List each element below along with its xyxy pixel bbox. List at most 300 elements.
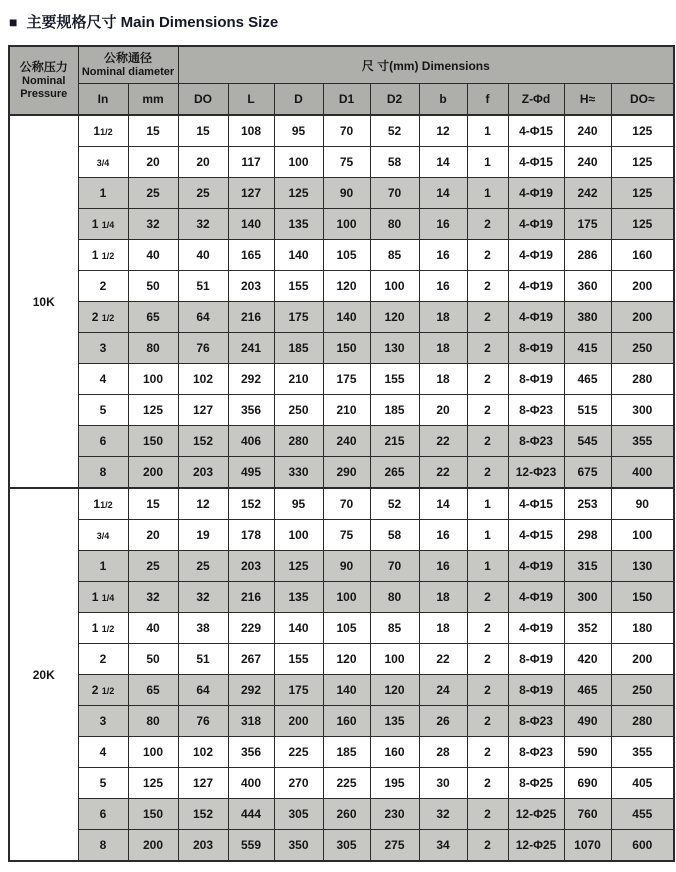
cell-d1: 100 <box>323 582 370 613</box>
cell-b: 26 <box>419 706 467 737</box>
cell-d2: 265 <box>370 457 419 489</box>
table-row <box>9 271 674 302</box>
cell-z-phi-d: 4-Φ15 <box>508 488 564 520</box>
cell-d1: 150 <box>323 333 370 364</box>
cell-d1: 75 <box>323 520 370 551</box>
cell-d2: 100 <box>370 271 419 302</box>
cell-mm: 200 <box>128 830 178 862</box>
cell-d1: 75 <box>323 147 370 178</box>
cell-f: 1 <box>467 551 508 582</box>
cell-in: 6 <box>78 426 128 457</box>
cell-f: 2 <box>467 395 508 426</box>
cell-l: 178 <box>228 520 274 551</box>
cell-in: 11/2 <box>78 488 128 520</box>
cell-do: 15 <box>178 115 228 147</box>
cell-d2: 120 <box>370 302 419 333</box>
cell-b: 22 <box>419 457 467 489</box>
cell-do: 51 <box>178 644 228 675</box>
cell-z-phi-d: 8-Φ19 <box>508 333 564 364</box>
cell-in: 3 <box>78 333 128 364</box>
cell-d: 175 <box>274 302 323 333</box>
cell-mm: 80 <box>128 333 178 364</box>
cell-z-phi-d: 8-Φ23 <box>508 395 564 426</box>
cell-do: 12 <box>178 488 228 520</box>
table-row <box>9 457 674 489</box>
table-row <box>9 364 674 395</box>
cell-mm: 20 <box>128 520 178 551</box>
table-row <box>9 395 674 426</box>
cell-do-approx: 180 <box>611 613 674 644</box>
cell-f: 2 <box>467 706 508 737</box>
cell-do-approx: 280 <box>611 706 674 737</box>
cell-do: 76 <box>178 706 228 737</box>
cell-mm: 80 <box>128 706 178 737</box>
cell-d1: 70 <box>323 115 370 147</box>
cell-b: 30 <box>419 768 467 799</box>
table-header <box>9 46 674 115</box>
cell-h-approx: 380 <box>564 302 611 333</box>
cell-h-approx: 545 <box>564 426 611 457</box>
cell-mm: 15 <box>128 488 178 520</box>
cell-in: 1 1/4 <box>78 582 128 613</box>
cell-do: 38 <box>178 613 228 644</box>
cell-f: 2 <box>467 675 508 706</box>
cell-in: 3 <box>78 706 128 737</box>
cell-z-phi-d: 4-Φ19 <box>508 178 564 209</box>
cell-b: 22 <box>419 644 467 675</box>
cell-d: 210 <box>274 364 323 395</box>
cell-h-approx: 515 <box>564 395 611 426</box>
fraction: 1/2 <box>101 251 115 261</box>
page-title <box>9 11 668 32</box>
cell-do-approx: 600 <box>611 830 674 862</box>
table-row <box>9 799 674 830</box>
cell-h-approx: 286 <box>564 240 611 271</box>
fraction: 1/4 <box>101 220 115 230</box>
cell-do-approx: 90 <box>611 488 674 520</box>
cell-do-approx: 130 <box>611 551 674 582</box>
cell-in: 11/2 <box>78 115 128 147</box>
header-nominal-diameter <box>78 46 178 84</box>
dimensions-table <box>8 45 675 862</box>
cell-d: 250 <box>274 395 323 426</box>
cell-h-approx: 300 <box>564 582 611 613</box>
cell-l: 152 <box>228 488 274 520</box>
cell-do: 20 <box>178 147 228 178</box>
cell-d2: 275 <box>370 830 419 862</box>
cell-z-phi-d: 4-Φ19 <box>508 209 564 240</box>
cell-d: 100 <box>274 147 323 178</box>
cell-d: 135 <box>274 209 323 240</box>
table-row <box>9 115 674 147</box>
cell-d2: 58 <box>370 147 419 178</box>
column-header-l: L <box>228 84 274 116</box>
table-row <box>9 613 674 644</box>
cell-l: 241 <box>228 333 274 364</box>
table-row <box>9 302 674 333</box>
cell-in: 6 <box>78 799 128 830</box>
cell-b: 24 <box>419 675 467 706</box>
cell-mm: 65 <box>128 302 178 333</box>
cell-f: 2 <box>467 209 508 240</box>
cell-z-phi-d: 4-Φ19 <box>508 551 564 582</box>
cell-in: 5 <box>78 395 128 426</box>
cell-in: 2 <box>78 271 128 302</box>
cell-b: 16 <box>419 520 467 551</box>
cell-mm: 32 <box>128 582 178 613</box>
cell-d1: 225 <box>323 768 370 799</box>
cell-d1: 100 <box>323 209 370 240</box>
cell-h-approx: 465 <box>564 364 611 395</box>
cell-do: 19 <box>178 520 228 551</box>
cell-f: 2 <box>467 426 508 457</box>
cell-f: 1 <box>467 178 508 209</box>
table-row <box>9 147 674 178</box>
cell-do-approx: 400 <box>611 457 674 489</box>
cell-mm: 125 <box>128 768 178 799</box>
header-nominal-diameter-en: Nominal diameter <box>81 66 175 79</box>
cell-b: 14 <box>419 147 467 178</box>
pressure-group-20k <box>9 488 674 861</box>
cell-in <box>78 520 128 551</box>
column-header-d: D <box>274 84 323 116</box>
cell-do-approx: 160 <box>611 240 674 271</box>
cell-d1: 120 <box>323 644 370 675</box>
cell-h-approx: 253 <box>564 488 611 520</box>
cell-mm: 65 <box>128 675 178 706</box>
cell-h-approx: 240 <box>564 147 611 178</box>
cell-d2: 52 <box>370 115 419 147</box>
column-header-f: f <box>467 84 508 116</box>
cell-do: 76 <box>178 333 228 364</box>
cell-do-approx: 250 <box>611 675 674 706</box>
pressure-group-10k <box>9 115 674 488</box>
cell-b: 18 <box>419 333 467 364</box>
cell-do-approx: 405 <box>611 768 674 799</box>
cell-h-approx: 590 <box>564 737 611 768</box>
cell-d1: 70 <box>323 488 370 520</box>
cell-b: 34 <box>419 830 467 862</box>
cell-f: 1 <box>467 520 508 551</box>
cell-mm: 50 <box>128 644 178 675</box>
cell-in <box>78 147 128 178</box>
cell-do-approx: 150 <box>611 582 674 613</box>
cell-d: 95 <box>274 115 323 147</box>
cell-d: 125 <box>274 178 323 209</box>
cell-b: 16 <box>419 209 467 240</box>
cell-h-approx: 420 <box>564 644 611 675</box>
cell-d2: 100 <box>370 644 419 675</box>
cell-d2: 120 <box>370 675 419 706</box>
cell-l: 267 <box>228 644 274 675</box>
cell-mm: 50 <box>128 271 178 302</box>
cell-h-approx: 465 <box>564 675 611 706</box>
cell-in: 1 <box>78 178 128 209</box>
fraction: 1/2 <box>100 127 113 137</box>
cell-f: 2 <box>467 830 508 862</box>
cell-b: 32 <box>419 799 467 830</box>
cell-l: 127 <box>228 178 274 209</box>
cell-l: 203 <box>228 551 274 582</box>
cell-in: 2 1/2 <box>78 675 128 706</box>
table-row <box>9 209 674 240</box>
column-header-mm: mm <box>128 84 178 116</box>
column-header-z-phi-d: Z-Φd <box>508 84 564 116</box>
cell-mm: 100 <box>128 364 178 395</box>
cell-d: 100 <box>274 520 323 551</box>
cell-l: 400 <box>228 768 274 799</box>
cell-f: 2 <box>467 799 508 830</box>
cell-b: 18 <box>419 582 467 613</box>
cell-mm: 25 <box>128 551 178 582</box>
cell-d: 225 <box>274 737 323 768</box>
cell-h-approx: 690 <box>564 768 611 799</box>
header-row-top <box>9 46 674 84</box>
cell-d: 155 <box>274 644 323 675</box>
cell-d2: 155 <box>370 364 419 395</box>
cell-f: 2 <box>467 333 508 364</box>
table-row <box>9 675 674 706</box>
cell-d2: 80 <box>370 209 419 240</box>
cell-do: 32 <box>178 582 228 613</box>
cell-d2: 230 <box>370 799 419 830</box>
cell-z-phi-d: 4-Φ19 <box>508 271 564 302</box>
cell-mm: 150 <box>128 426 178 457</box>
cell-f: 2 <box>467 364 508 395</box>
table-row <box>9 488 674 520</box>
cell-in: 5 <box>78 768 128 799</box>
cell-l: 216 <box>228 302 274 333</box>
cell-l: 203 <box>228 271 274 302</box>
cell-do-approx: 355 <box>611 737 674 768</box>
cell-h-approx: 352 <box>564 613 611 644</box>
cell-do-approx: 100 <box>611 520 674 551</box>
cell-do: 102 <box>178 737 228 768</box>
cell-z-phi-d: 8-Φ19 <box>508 675 564 706</box>
cell-f: 2 <box>467 613 508 644</box>
cell-d1: 260 <box>323 799 370 830</box>
cell-do-approx: 280 <box>611 364 674 395</box>
cell-b: 28 <box>419 737 467 768</box>
cell-b: 14 <box>419 178 467 209</box>
table-row <box>9 582 674 613</box>
table-row <box>9 830 674 862</box>
cell-l: 216 <box>228 582 274 613</box>
table-row <box>9 551 674 582</box>
cell-l: 559 <box>228 830 274 862</box>
cell-l: 495 <box>228 457 274 489</box>
table-row <box>9 706 674 737</box>
cell-d2: 85 <box>370 613 419 644</box>
cell-f: 2 <box>467 768 508 799</box>
cell-z-phi-d: 8-Φ23 <box>508 706 564 737</box>
cell-f: 2 <box>467 271 508 302</box>
cell-in: 1 <box>78 551 128 582</box>
cell-z-phi-d: 4-Φ15 <box>508 520 564 551</box>
cell-d2: 70 <box>370 178 419 209</box>
cell-d2: 135 <box>370 706 419 737</box>
cell-l: 406 <box>228 426 274 457</box>
cell-f: 1 <box>467 147 508 178</box>
cell-l: 356 <box>228 737 274 768</box>
cell-z-phi-d: 12-Φ23 <box>508 457 564 489</box>
cell-h-approx: 415 <box>564 333 611 364</box>
page-title-text: 主要规格尺寸 Main Dimensions Size <box>26 14 279 31</box>
cell-h-approx: 675 <box>564 457 611 489</box>
cell-l: 108 <box>228 115 274 147</box>
header-row-columns <box>9 84 674 116</box>
cell-d: 200 <box>274 706 323 737</box>
cell-z-phi-d: 8-Φ23 <box>508 426 564 457</box>
cell-l: 165 <box>228 240 274 271</box>
pressure-group-label-10k: 10K <box>9 115 78 488</box>
cell-do: 64 <box>178 302 228 333</box>
cell-mm: 32 <box>128 209 178 240</box>
table-row <box>9 178 674 209</box>
cell-b: 16 <box>419 551 467 582</box>
cell-mm: 15 <box>128 115 178 147</box>
column-header-d2: D2 <box>370 84 419 116</box>
cell-d2: 80 <box>370 582 419 613</box>
cell-f: 2 <box>467 240 508 271</box>
cell-d1: 140 <box>323 675 370 706</box>
cell-do: 152 <box>178 426 228 457</box>
cell-mm: 200 <box>128 457 178 489</box>
cell-do-approx: 455 <box>611 799 674 830</box>
cell-l: 292 <box>228 364 274 395</box>
cell-d2: 70 <box>370 551 419 582</box>
cell-z-phi-d: 12-Φ25 <box>508 830 564 862</box>
cell-z-phi-d: 4-Φ15 <box>508 115 564 147</box>
table-row <box>9 426 674 457</box>
cell-d1: 140 <box>323 302 370 333</box>
cell-d1: 210 <box>323 395 370 426</box>
cell-l: 140 <box>228 209 274 240</box>
cell-d2: 130 <box>370 333 419 364</box>
column-header-in: In <box>78 84 128 116</box>
cell-d1: 105 <box>323 613 370 644</box>
cell-in: 1 1/2 <box>78 240 128 271</box>
cell-do-approx: 125 <box>611 209 674 240</box>
cell-do-approx: 200 <box>611 644 674 675</box>
cell-b: 22 <box>419 426 467 457</box>
cell-h-approx: 360 <box>564 271 611 302</box>
cell-mm: 40 <box>128 240 178 271</box>
cell-d2: 52 <box>370 488 419 520</box>
cell-l: 229 <box>228 613 274 644</box>
cell-l: 117 <box>228 147 274 178</box>
cell-do: 32 <box>178 209 228 240</box>
cell-d: 305 <box>274 799 323 830</box>
column-header-do-approx: DO≈ <box>611 84 674 116</box>
cell-d1: 185 <box>323 737 370 768</box>
cell-d: 95 <box>274 488 323 520</box>
title-bullet-icon: ■ <box>9 13 18 30</box>
cell-in: 1 1/4 <box>78 209 128 240</box>
cell-d: 125 <box>274 551 323 582</box>
cell-z-phi-d: 4-Φ19 <box>508 613 564 644</box>
table-row <box>9 768 674 799</box>
cell-d1: 160 <box>323 706 370 737</box>
cell-d: 350 <box>274 830 323 862</box>
cell-do: 102 <box>178 364 228 395</box>
cell-d1: 105 <box>323 240 370 271</box>
cell-z-phi-d: 4-Φ15 <box>508 147 564 178</box>
cell-do-approx: 250 <box>611 333 674 364</box>
cell-d1: 175 <box>323 364 370 395</box>
cell-h-approx: 298 <box>564 520 611 551</box>
cell-d: 140 <box>274 613 323 644</box>
cell-b: 12 <box>419 115 467 147</box>
cell-b: 16 <box>419 271 467 302</box>
cell-in: 8 <box>78 457 128 489</box>
cell-d2: 195 <box>370 768 419 799</box>
cell-d1: 240 <box>323 426 370 457</box>
header-dimensions: 尺 寸(mm) Dimensions <box>178 46 674 84</box>
column-header-do: DO <box>178 84 228 116</box>
cell-do: 203 <box>178 457 228 489</box>
cell-do-approx: 200 <box>611 271 674 302</box>
pressure-group-label-20k: 20K <box>9 488 78 861</box>
cell-d: 155 <box>274 271 323 302</box>
cell-h-approx: 315 <box>564 551 611 582</box>
cell-f: 1 <box>467 488 508 520</box>
cell-in: 4 <box>78 737 128 768</box>
cell-h-approx: 760 <box>564 799 611 830</box>
fraction: 1/2 <box>100 500 113 510</box>
cell-mm: 25 <box>128 178 178 209</box>
fraction: 3/4 <box>96 158 110 168</box>
cell-do-approx: 125 <box>611 147 674 178</box>
cell-z-phi-d: 8-Φ19 <box>508 364 564 395</box>
cell-z-phi-d: 4-Φ19 <box>508 240 564 271</box>
cell-h-approx: 175 <box>564 209 611 240</box>
cell-d: 175 <box>274 675 323 706</box>
cell-d: 280 <box>274 426 323 457</box>
cell-d2: 85 <box>370 240 419 271</box>
cell-f: 2 <box>467 582 508 613</box>
cell-do: 152 <box>178 799 228 830</box>
cell-do: 51 <box>178 271 228 302</box>
cell-mm: 40 <box>128 613 178 644</box>
cell-d1: 120 <box>323 271 370 302</box>
cell-in: 8 <box>78 830 128 862</box>
cell-l: 444 <box>228 799 274 830</box>
cell-b: 18 <box>419 613 467 644</box>
fraction: 1/2 <box>101 624 115 634</box>
cell-do: 203 <box>178 830 228 862</box>
table-row <box>9 333 674 364</box>
cell-d: 330 <box>274 457 323 489</box>
header-nominal-diameter-zh: 公称通径 <box>103 51 152 66</box>
cell-b: 14 <box>419 488 467 520</box>
cell-do-approx: 300 <box>611 395 674 426</box>
cell-d: 270 <box>274 768 323 799</box>
cell-l: 318 <box>228 706 274 737</box>
cell-f: 2 <box>467 644 508 675</box>
cell-h-approx: 240 <box>564 115 611 147</box>
cell-do-approx: 125 <box>611 178 674 209</box>
cell-z-phi-d: 12-Φ25 <box>508 799 564 830</box>
cell-do: 25 <box>178 178 228 209</box>
cell-d2: 160 <box>370 737 419 768</box>
cell-f: 2 <box>467 302 508 333</box>
cell-b: 16 <box>419 240 467 271</box>
cell-b: 20 <box>419 395 467 426</box>
cell-d: 140 <box>274 240 323 271</box>
cell-z-phi-d: 8-Φ25 <box>508 768 564 799</box>
cell-h-approx: 490 <box>564 706 611 737</box>
